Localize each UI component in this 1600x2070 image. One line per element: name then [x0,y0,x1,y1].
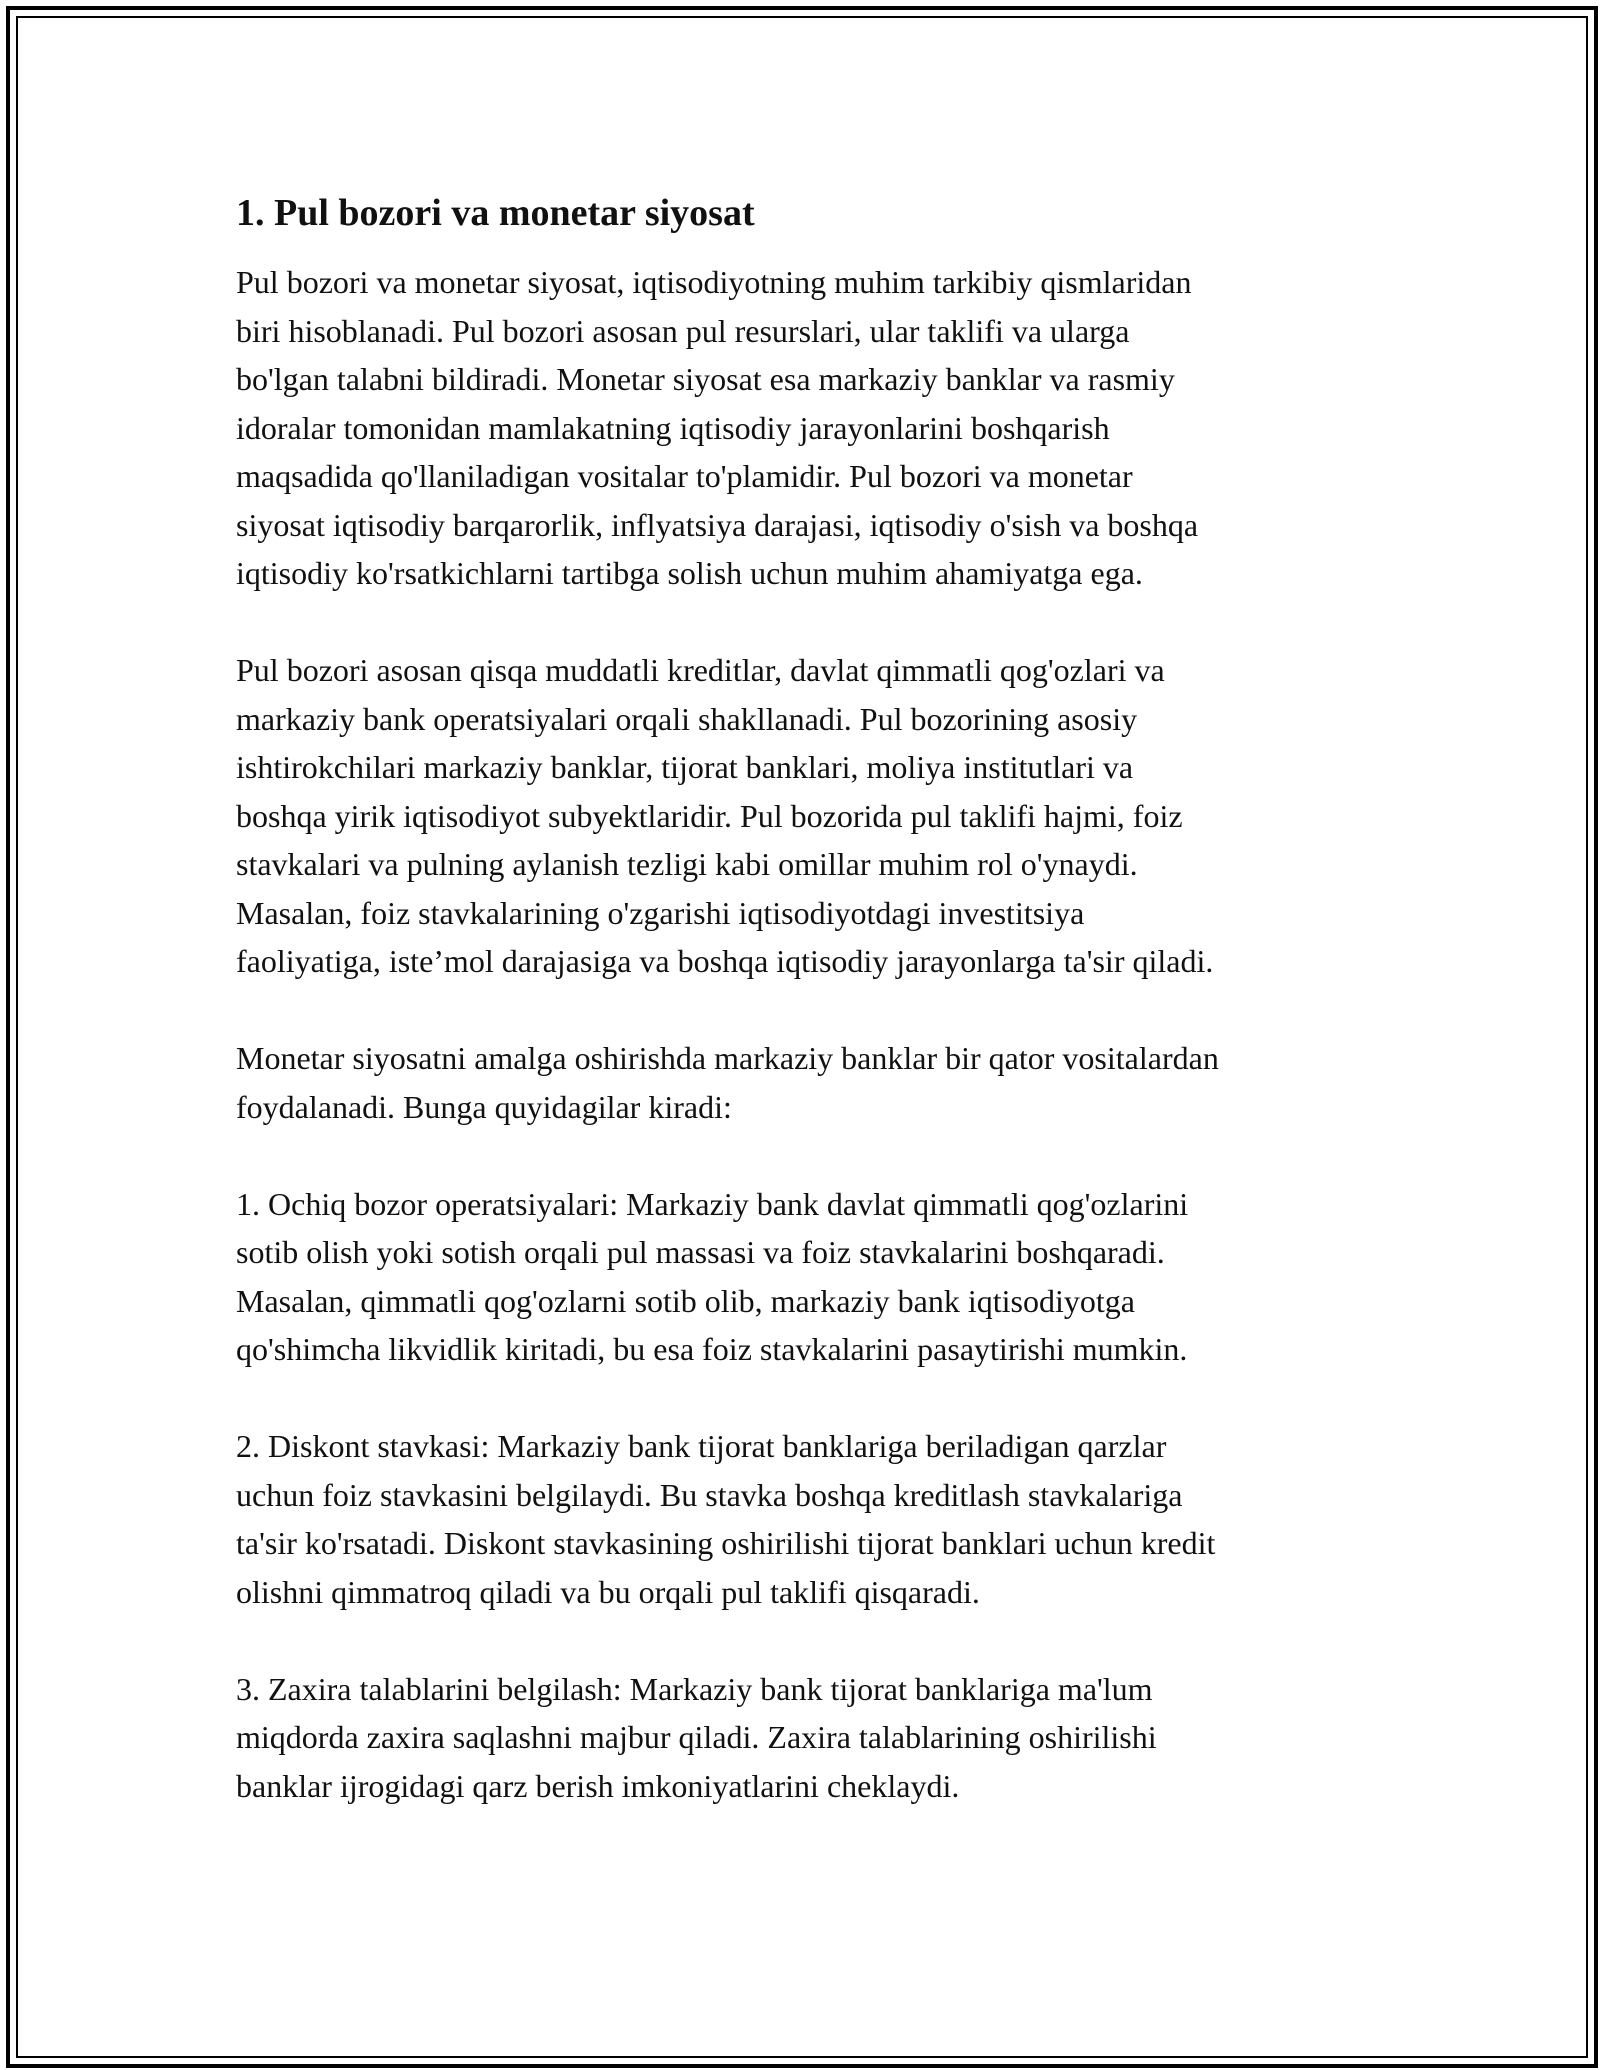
text-line: 3. Zaxira talablarini belgilash: Markaziy bank tijorat banklariga ma'lum [236,1670,1153,1707]
text-line: iqtisodiy ko'rsatkichlarni tartibga solish uchun muhim ahamiyatga ega. [236,555,1143,591]
list-item-reserve-requirements [236,1665,1396,1811]
text-line: miqdorda zaxira saqlashni majbur qiladi. Zaxira talablarining oshirilishi [236,1719,1157,1755]
text-line: biri hisoblanadi. Pul bozori asosan pul resurslari, ular taklifi va ularga [236,312,1130,349]
document-body [236,186,1396,1859]
text-line: qo'shimcha likvidlik kiritadi, bu esa foiz stavkalarini pasaytirishi mumkin. [236,1331,1188,1367]
paragraph-intro [236,258,1396,598]
text-line: boshqa yirik iqtisodiyot subyektlaridir. Pul bozorida pul taklifi hajmi, foiz [236,797,1183,834]
text-line: faoliyatiga, iste’mol darajasiga va boshqa iqtisodiy jarayonlarga ta'sir qiladi. [236,943,1214,979]
text-line: 1. Ochiq bozor operatsiyalari: Markaziy bank davlat qimmatli qog'ozlarini [236,1185,1189,1222]
text-line: banklar ijrogidagi qarz berish imkoniyatlarini cheklaydi. [236,1767,960,1804]
text-line: markaziy bank operatsiyalari orqali shakllanadi. Pul bozorining asosiy [236,700,1138,737]
text-line: Pul bozori asosan qisqa muddatli kreditlar, davlat qimmatli qog'ozlari va [236,652,1165,688]
section-heading: 1. Pul bozori va monetar siyosat [236,192,755,234]
text-line: stavkalari va pulning aylanish tezligi kabi omillar muhim rol o'ynaydi. [236,846,1138,882]
text-line: Masalan, foiz stavkalarining o'zgarishi iqtisodiyotdagi investitsiya [236,894,1085,931]
text-line: foydalanadi. Bunga quyidagilar kiradi: [236,1088,732,1125]
text-line: Monetar siyosatni amalga oshirishda markaziy banklar bir qator vositalardan [236,1040,1219,1076]
text-line: Masalan, qimmatli qog'ozlarni sotib olib, markaziy bank iqtisodiyotga [236,1282,1135,1319]
list-item-discount-rate [236,1422,1396,1616]
text-line: sotib olish yoki sotish orqali pul massasi va foiz stavkalarini boshqaradi. [236,1234,1165,1270]
text-line: 2. Diskont stavkasi: Markaziy bank tijorat banklariga beriladigan qarzlar [236,1428,1167,1464]
text-line: ishtirokchilari markaziy banklar, tijorat banklari, moliya institutlari va [236,749,1134,785]
list-item-open-market [236,1180,1396,1374]
text-line: Pul bozori va monetar siyosat, iqtisodiyotning muhim tarkibiy qismlaridan [236,264,1192,300]
text-line: siyosat iqtisodiy barqarorlik, inflyatsiya darajasi, iqtisodiy o'sish va boshqa [236,506,1199,543]
paragraph-tools-intro [236,1034,1396,1131]
text-line: bo'lgan talabni bildiradi. Monetar siyosat esa markaziy banklar va rasmiy [236,361,1175,397]
text-line: maqsadida qo'llaniladigan vositalar to'plamidir. Pul bozori va monetar [236,458,1133,494]
text-line: idoralar tomonidan mamlakatning iqtisodiy jarayonlarini boshqarish [236,409,1110,446]
paragraph-money-market [236,646,1396,986]
text-line: ta'sir ko'rsatadi. Diskont stavkasining oshirilishi tijorat banklari uchun kredit [236,1525,1216,1561]
text-line: uchun foiz stavkasini belgilaydi. Bu stavka boshqa kreditlash stavkalariga [236,1476,1183,1513]
text-line: olishni qimmatroq qiladi va bu orqali pul taklifi qisqaradi. [236,1573,980,1610]
